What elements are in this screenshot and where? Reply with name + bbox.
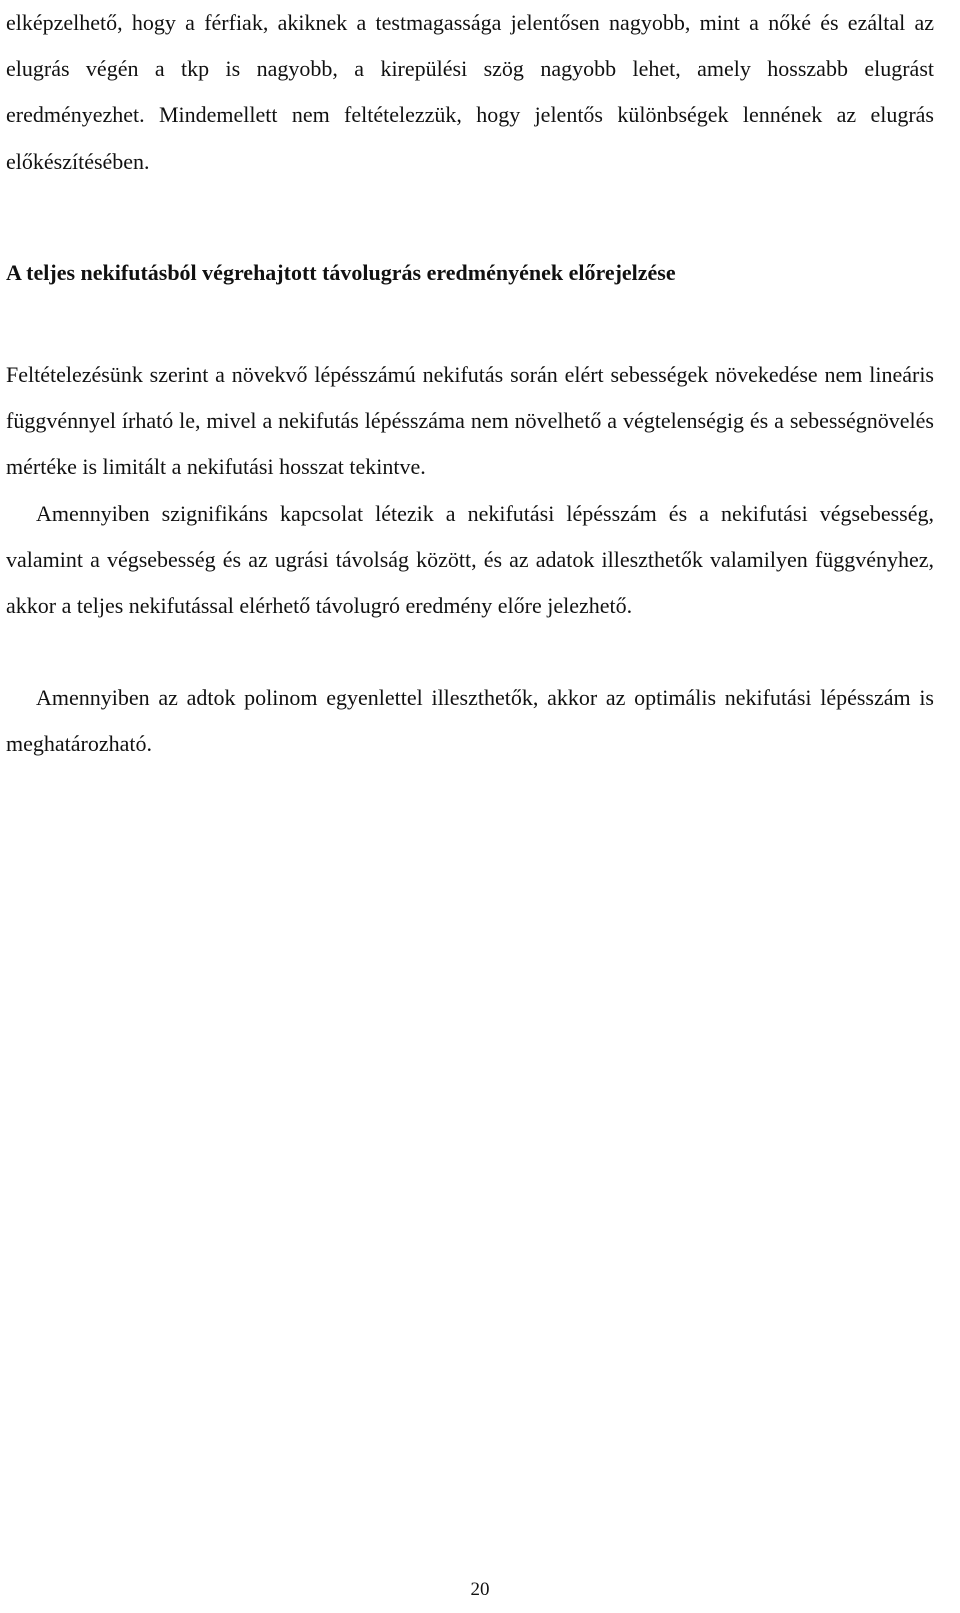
body-paragraph-3: Amennyiben az adtok polinom egyenlettel illeszthetők, akkor az optimális nekifutási lépésszám is meghatározható. (6, 685, 934, 757)
page-number: 20 (470, 1579, 490, 1600)
body-paragraph-1: Feltételezésünk szerint a növekvő lépésszámú nekifutás során elért sebességek növekedése nem lineáris függvénnyel írható le, mivel a nekifutás lépésszáma nem növelhető a végtelenségig és a sebességnövelés mértéke is limitált a nekifutási hosszat tekintve. (6, 362, 934, 480)
section-heading: A teljes nekifutásból végrehajtott távolugrás eredményének előrejelzése (6, 260, 676, 285)
body-paragraph-2: Amennyiben szignifikáns kapcsolat létezik a nekifutási lépésszám és a nekifutási végsebesség, valamint a végsebesség és az ugrási távolság között, és az adatok illeszthetők valamilyen függvényhez, akkor a teljes nekifutással elérhető távolugró eredmény előre jelezhető. (6, 501, 934, 619)
intro-paragraph: elképzelhető, hogy a férfiak, akiknek a testmagassága jelentősen nagyobb, mint a nőké és ezáltal az elugrás végén a tkp is nagyobb, a kirepülési szög nagyobb lehet, amely hosszabb elugrást eredményezhet. Mindemellett nem feltételezzük, hogy jelentős különbségek lennének az elugrás előkészítésében. (6, 10, 934, 174)
